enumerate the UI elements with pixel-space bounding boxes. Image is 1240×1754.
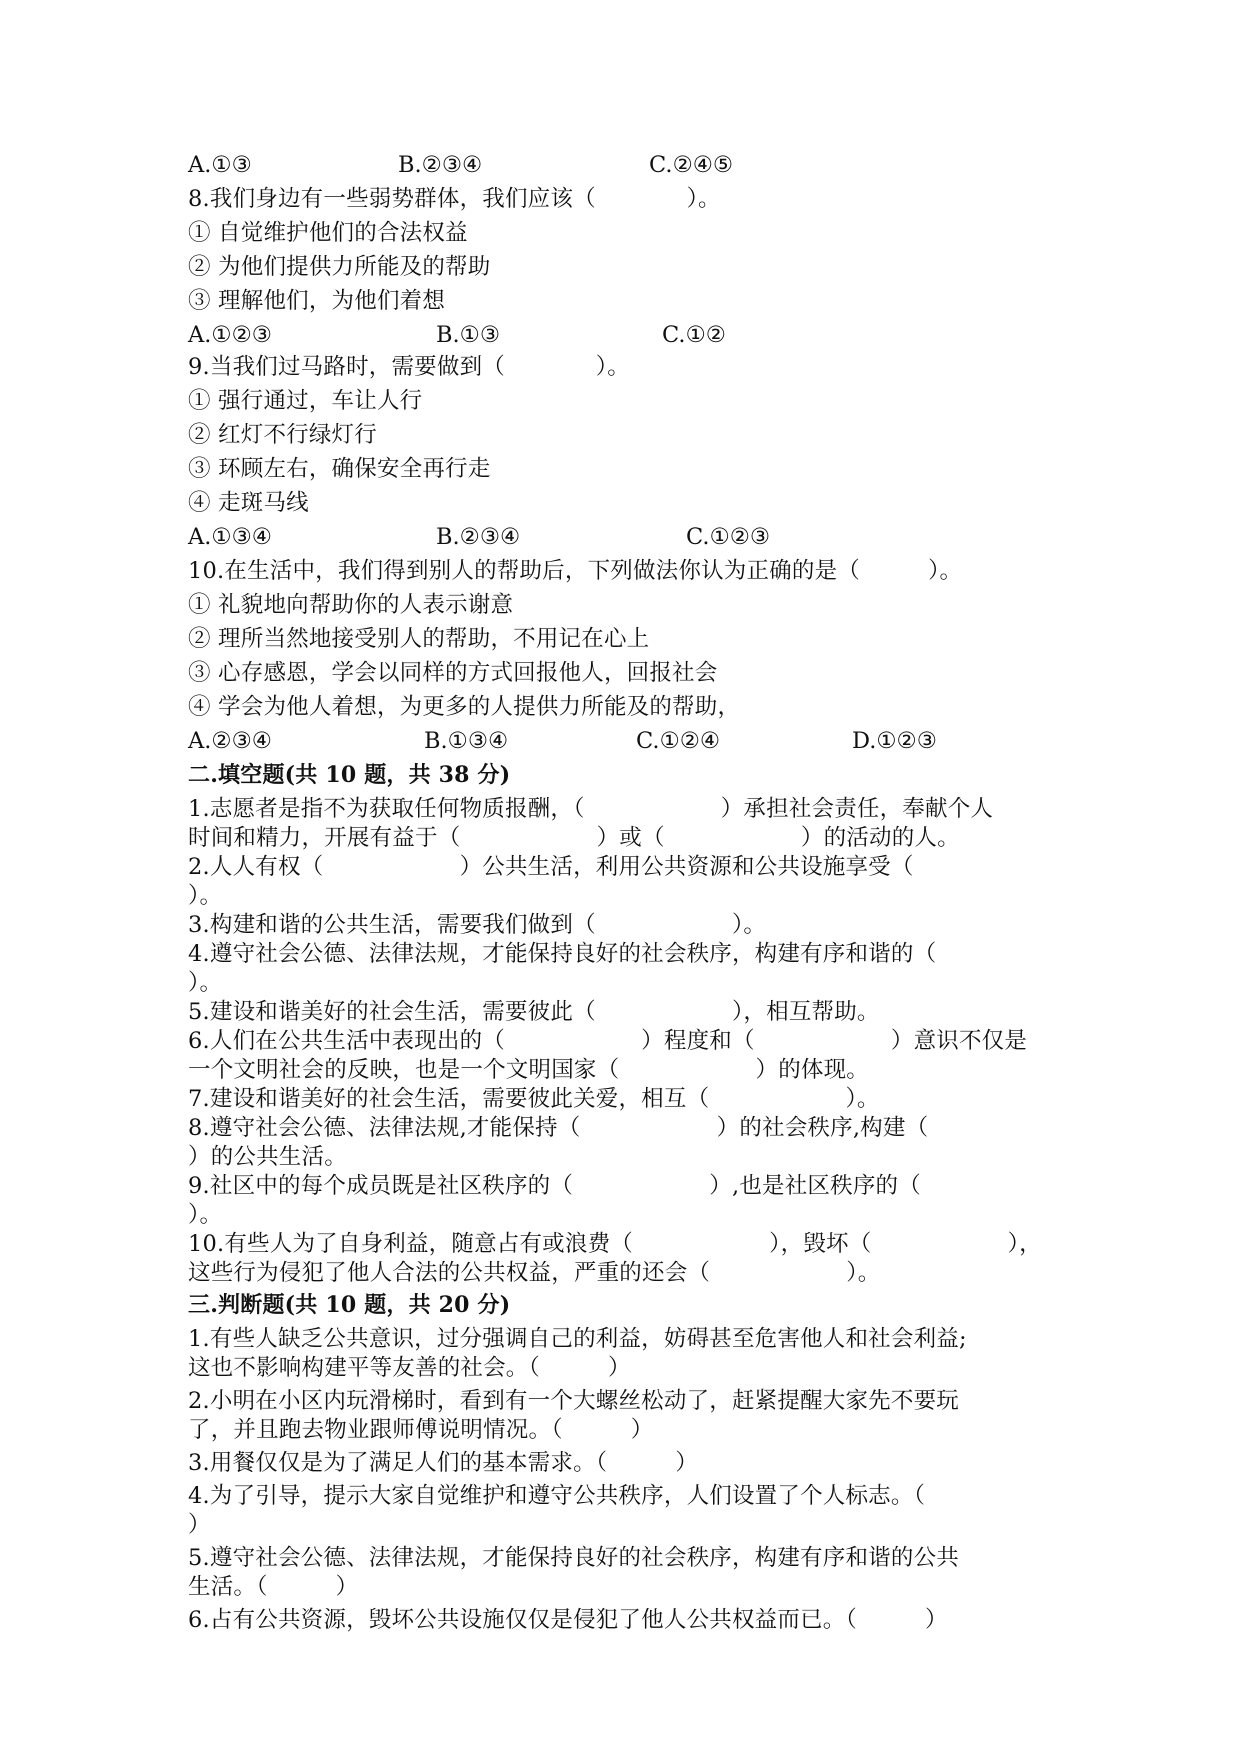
q10-item-4: ④ 学会为他人着想，为更多的人提供力所能及的帮助， <box>188 694 741 720</box>
fill-blank-line: 7.建设和谐美好的社会生活，需要彼此关爱，相互（ ）。 <box>188 1086 880 1112</box>
fill-blank-heading: 二.填空题(共 10 题，共 38 分) <box>188 762 511 788</box>
judge-line: 3.用餐仅仅是为了满足人们的基本需求。（ ） <box>188 1450 699 1476</box>
fill-blank-line: 1.志愿者是指不为获取任何物质报酬，（ ）承担社会责任，奉献个人 <box>188 796 994 822</box>
fill-blank-line: 8.遵守社会公德、法律法规,才能保持（ ）的社会秩序,构建（ <box>188 1115 929 1141</box>
q9-option-b: B.②③④ <box>436 524 521 550</box>
fill-blank-line: ）。 <box>188 883 223 909</box>
q9-item-2: ② 红灯不行绿灯行 <box>188 422 377 448</box>
q9-item-4: ④ 走斑马线 <box>188 490 309 516</box>
q8-item-1: ① 自觉维护他们的合法权益 <box>188 220 468 246</box>
q10-item-2: ② 理所当然地接受别人的帮助，不用记在心上 <box>188 626 650 652</box>
q8-item-3: ③ 理解他们，为他们着想 <box>188 288 446 314</box>
judge-line: 2.小明在小区内玩滑梯时，看到有一个大螺丝松动了，赶紧提醒大家先不要玩 <box>188 1388 959 1414</box>
q10-item-3: ③ 心存感恩，学会以同样的方式回报他人，回报社会 <box>188 660 718 686</box>
q10-item-1: ① 礼貌地向帮助你的人表示谢意 <box>188 592 514 618</box>
fill-blank-line: 时间和精力，开展有益于（ ）或（ ）的活动的人。 <box>188 825 960 851</box>
q8-option-b: B.①③ <box>436 322 501 348</box>
q8-item-2: ② 为他们提供力所能及的帮助 <box>188 254 491 280</box>
q8-option-c: C.①② <box>662 322 726 348</box>
fill-blank-line: ）。 <box>188 970 223 996</box>
judge-line: 5.遵守社会公德、法律法规，才能保持良好的社会秩序，构建有序和谐的公共 <box>188 1545 959 1571</box>
judge-line: ） <box>188 1512 211 1538</box>
fill-blank-line: 2.人人有权（ ）公共生活，利用公共资源和公共设施享受（ <box>188 854 914 880</box>
judge-heading: 三.判断题(共 10 题，共 20 分) <box>188 1292 511 1318</box>
q7-option-a: A.①③ <box>188 152 252 178</box>
fill-blank-line: 这些行为侵犯了他人合法的公共权益，严重的还会（ ）。 <box>188 1260 881 1286</box>
judge-line: 1.有些人缺乏公共意识，过分强调自己的利益，妨碍甚至危害他人和社会利益; <box>188 1326 967 1352</box>
fill-blank-line: 3.构建和谐的公共生活，需要我们做到（ ）。 <box>188 912 767 938</box>
fill-blank-line: ）。 <box>188 1202 223 1228</box>
fill-blank-line: ）的公共生活。 <box>188 1144 347 1170</box>
fill-blank-line: 6.人们在公共生活中表现出的（ ）程度和（ ）意识不仅是 <box>188 1028 1028 1054</box>
q9-item-1: ① 强行通过，车让人行 <box>188 388 423 414</box>
fill-blank-line: 9.社区中的每个成员既是社区秩序的（ ）,也是社区秩序的（ <box>188 1173 921 1199</box>
q10-option-a: A.②③④ <box>188 728 272 754</box>
judge-line: 4.为了引导，提示大家自觉维护和遵守公共秩序，人们设置了个人标志。（ <box>188 1483 926 1509</box>
q7-option-b: B.②③④ <box>398 152 483 178</box>
judge-line: 6.占有公共资源，毁坏公共设施仅仅是侵犯了他人公共权益而已。（ ） <box>188 1607 948 1633</box>
judge-line: 生活。（ ） <box>188 1574 359 1600</box>
q10-option-d: D.①②③ <box>852 728 937 754</box>
q9-option-c: C.①②③ <box>686 524 771 550</box>
fill-blank-line: 10.有些人为了自身利益，随意占有或浪费（ ），毁坏（ ）， <box>188 1231 1042 1257</box>
q10-stem: 10.在生活中，我们得到别人的帮助后，下列做法你认为正确的是（ ）。 <box>188 558 963 584</box>
judge-line: 了，并且跑去物业跟师傅说明情况。（ ） <box>188 1417 654 1443</box>
q10-option-c: C.①②④ <box>636 728 721 754</box>
q8-stem: 8.我们身边有一些弱势群体，我们应该（ ）。 <box>188 186 721 212</box>
fill-blank-line: 5.建设和谐美好的社会生活，需要彼此（ ），相互帮助。 <box>188 999 880 1025</box>
q9-stem: 9.当我们过马路时，需要做到（ ）。 <box>188 354 630 380</box>
judge-line: 这也不影响构建平等友善的社会。（ ） <box>188 1355 631 1381</box>
q9-item-3: ③ 环顾左右，确保安全再行走 <box>188 456 491 482</box>
fill-blank-line: 4.遵守社会公德、法律法规，才能保持良好的社会秩序，构建有序和谐的（ <box>188 941 937 967</box>
q7-option-c: C.②④⑤ <box>649 152 734 178</box>
q8-option-a: A.①②③ <box>188 322 272 348</box>
q10-option-b: B.①③④ <box>424 728 509 754</box>
fill-blank-line: 一个文明社会的反映，也是一个文明国家（ ）的体现。 <box>188 1057 870 1083</box>
q9-option-a: A.①③④ <box>188 524 272 550</box>
